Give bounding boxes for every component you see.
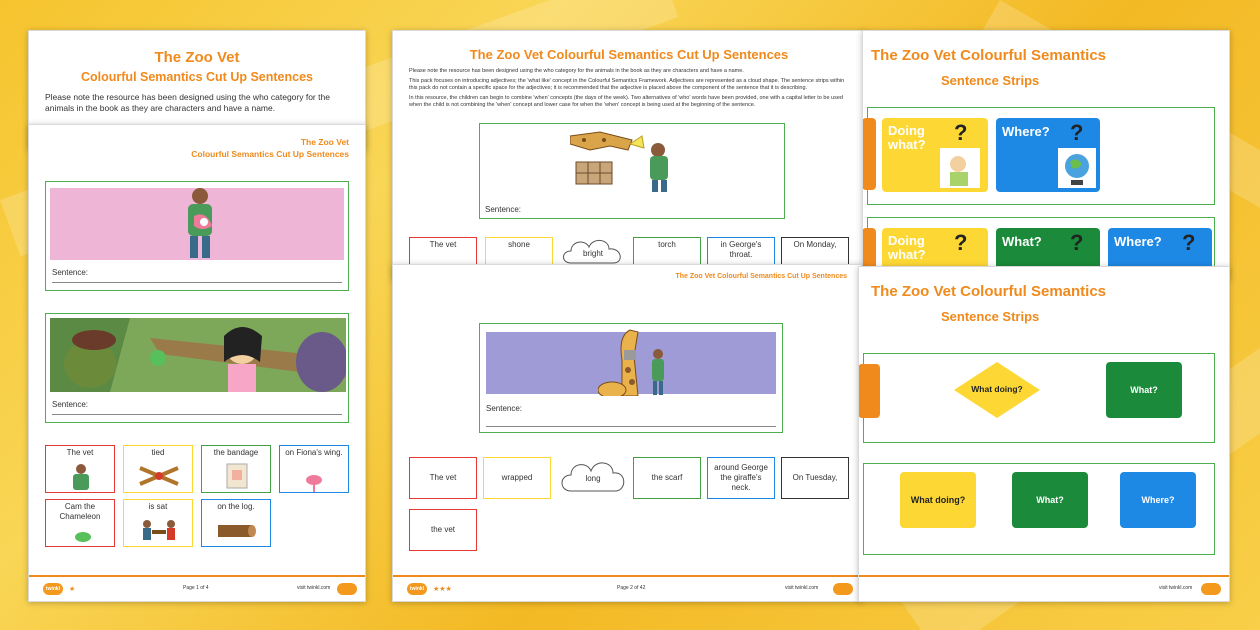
where-tile[interactable]: Where? [1120,472,1196,528]
word-card-what[interactable]: torch [633,237,701,277]
word-card-who[interactable] [45,445,115,493]
instruction-para-1: Please note the resource has been designed using the who category for the animals in the book as they are characters and have a name. [409,68,744,74]
tile-label: What? [1002,234,1042,249]
card-text: The vet [66,448,94,457]
flamingo-icon [304,472,326,492]
picture-frame [45,313,349,423]
doing-what-tile[interactable] [882,118,988,192]
picture-frame [45,181,349,291]
tied-rope-icon [138,464,180,488]
child-drinking-icon [940,148,980,188]
page-number: Page 1 of 4 [183,585,209,591]
word-card-adjective[interactable] [559,457,627,499]
intro-note: Please note the resource has been designed using the who category for the animals in the book as they are characters and have a name. [45,92,330,113]
page-title: The Zoo Vet Colourful Semantics [871,283,1107,300]
sentence-label: Sentence: [486,404,523,413]
sentence-label: Sentence: [52,268,89,277]
sentence-strip [867,107,1215,205]
page-number: Page 2 of 42 [617,585,646,591]
sentence-label: Sentence: [485,205,522,214]
sentence-strip [863,353,1215,443]
twinkl-badge-icon [1201,583,1221,595]
what-tile[interactable]: What? [1106,362,1182,418]
picture-frame [479,323,783,433]
question-mark-icon: ? [1070,230,1084,255]
sentence-strips-page [858,266,1230,602]
word-card-what[interactable]: the scarf [633,457,701,499]
card-text: is sat [148,502,168,511]
tile-label: Where? [1114,234,1162,249]
sentence-strips-page [862,30,1230,280]
worksheet-page-adjectives [392,264,862,602]
twinkl-badge-icon [337,583,357,595]
site-link[interactable]: visit twinkl.com [297,585,331,591]
card-text: the bandage [213,448,259,457]
cloud-word: long [585,473,601,483]
tile-label: Doing what? [888,123,926,152]
instruction-para-2: This pack focuses on introducing adjectives; the 'what like' concept in the Colourful Semantics Framework. Adjectives are represented as a cloud shape. The sentence strips within this pack do not contain a specific space for the adjectives; it is recommended that the adjective is placed above the component of the sentence that it is describing. [409,78,845,91]
question-mark-icon: ? [954,230,968,255]
word-card-doing[interactable]: wrapped [483,457,551,499]
twinkl-logo: twinkl [407,583,427,595]
globe-icon [1058,148,1096,188]
header-title: The Zoo Vet Colourful Semantics Cut Up Sentences [675,273,847,280]
writing-line[interactable] [52,414,342,415]
question-mark-icon: ? [954,120,968,145]
vet-with-bird-illustration [176,186,226,262]
twinkl-badge-icon [833,583,853,595]
card-text: on the log. [217,502,255,511]
page-footer [29,575,365,601]
vet-icon [70,462,92,490]
word-card-where[interactable] [279,445,349,493]
word-card-who-lowercase[interactable]: the vet [409,509,477,551]
chameleon-scene-illustration [50,318,346,392]
three-stars-icon: ★★★ [433,586,452,593]
sitting-people-icon [140,516,178,544]
writing-line[interactable] [486,426,776,427]
giraffe-scarf-illustration [598,326,678,396]
word-card-where[interactable]: in George's throat. [707,237,775,277]
what-tile[interactable]: What? [1012,472,1088,528]
worksheet-page-instructions [392,30,866,280]
page-title: The Zoo Vet [154,49,240,66]
page-title: The Zoo Vet Colourful Semantics Cut Up Sentences [469,47,789,62]
cloud-word: bright [582,248,603,258]
what-doing-diamond[interactable] [952,360,1042,420]
tile-label: What doing? [971,384,1023,394]
twinkl-logo: twinkl [43,583,63,595]
writing-line[interactable] [52,282,342,283]
word-card-who[interactable]: The vet [409,237,477,277]
sentence-strip [863,463,1215,555]
worksheet-page-cut-up [28,124,366,602]
word-card-where[interactable] [201,499,271,547]
what-doing-tile[interactable]: What doing? [900,472,976,528]
site-link[interactable]: visit twinkl.com [1159,585,1193,591]
word-card-where[interactable]: around George the giraffe's neck. [707,457,775,499]
word-card-who[interactable]: The vet [409,457,477,499]
who-tile [862,118,876,190]
question-mark-icon: ? [1070,120,1084,145]
word-card-doing[interactable] [123,499,193,547]
word-card-who[interactable] [45,499,115,547]
chameleon-icon [74,530,92,544]
page-subtitle: Colourful Semantics Cut Up Sentences [81,70,313,84]
word-card-doing[interactable]: shone [485,237,553,277]
card-text: tied [151,448,165,457]
word-card-when[interactable]: On Monday, [781,237,849,277]
instruction-para-3: In this resource, the children can begin to combine 'when' concepts (the days of the week). Two alternatives of 'who' words have been provided, one with a capital letter to be used when the child is not combining the 'when' concept and lower case for when the 'when' concept is being used at the beginning of the sentence. [409,95,843,108]
site-link[interactable]: visit twinkl.com [785,585,819,591]
tile-label: Doing what? [888,233,926,262]
word-card-what[interactable] [201,445,271,493]
giraffe-vet-illustration [570,130,690,194]
header-subtitle: Colourful Semantics Cut Up Sentences [191,149,349,159]
where-tile[interactable] [996,118,1100,192]
tile-label: Where? [1002,124,1050,139]
word-card-when[interactable]: On Tuesday, [781,457,849,499]
star-icon: ★ [69,586,76,593]
who-tile [858,364,880,418]
page-footer [859,575,1229,601]
word-card-doing[interactable] [123,445,193,493]
page-footer [393,575,861,601]
header-title: The Zoo Vet [300,137,349,147]
page-subtitle: Sentence Strips [941,73,1040,88]
card-text: Cam the Chameleon [59,502,101,521]
bandage-icon [224,462,250,490]
sentence-label: Sentence: [52,400,89,409]
log-icon [216,522,258,540]
card-text: on Fiona's wing. [285,448,343,457]
page-subtitle: Sentence Strips [941,309,1040,324]
picture-frame [479,123,785,219]
question-mark-icon: ? [1182,230,1196,255]
page-title: The Zoo Vet Colourful Semantics [871,47,1107,64]
